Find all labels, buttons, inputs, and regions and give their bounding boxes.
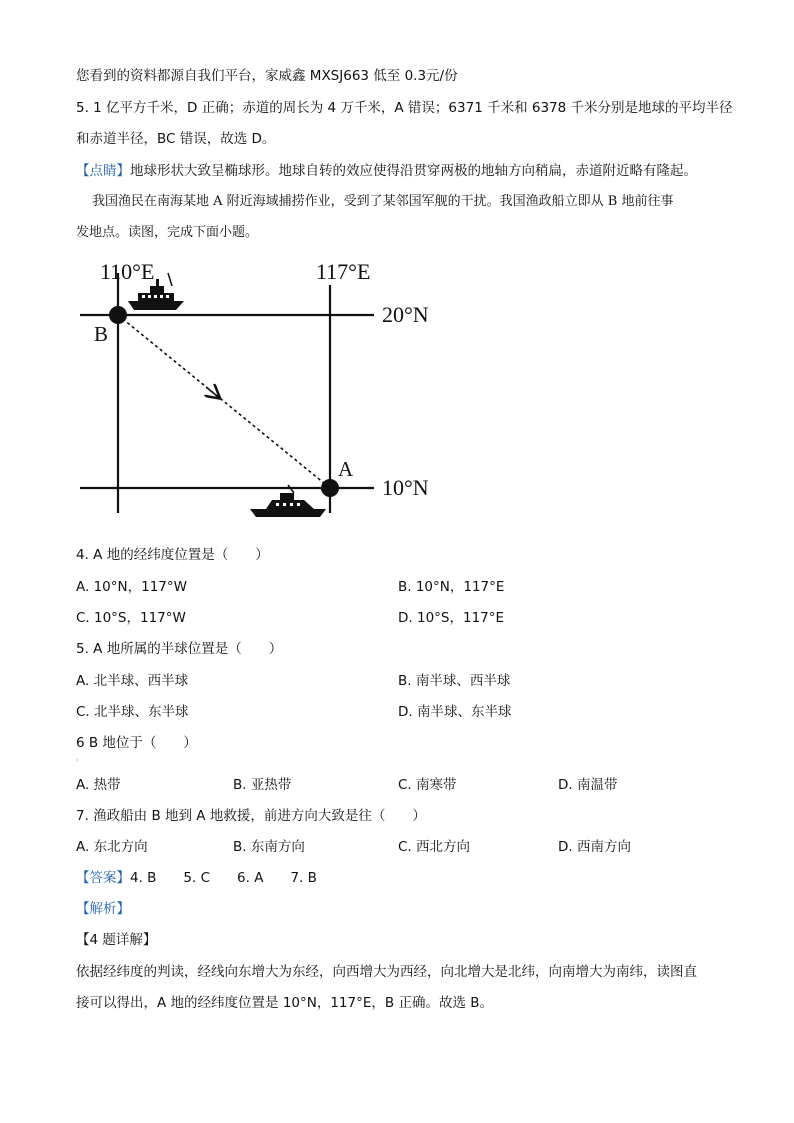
label-20n: 20°N [382,302,429,327]
label-point-a: A [338,457,354,481]
answer-row [76,869,317,887]
q5-option-b[interactable]: B. 南半球、西半球 [398,673,511,689]
answer-label: 【答案】 [76,870,130,886]
warship-icon [250,485,326,517]
prev-answer-line-1: 5. 1 亿平方千米，D 正确；赤道的周长为 4 万千米，A 错误；6371 千米和 6378 千米分别是地球的平均半径 [76,100,733,116]
lat-lon-map [76,255,456,530]
q7-option-b[interactable]: B. 东南方向 [233,839,305,855]
q6-option-a[interactable]: A. 热带 [76,777,121,793]
header-note: 您看到的资料都源自我们平台，家威鑫 MXSJ663 低至 0.3元/份 [76,68,458,84]
stray-dot: · [76,756,79,765]
prev-answer-line-2: 和赤道半径，BC 错误，故选 D。 [76,131,276,147]
tip-text: 地球形状大致呈椭球形。地球自转的效应使得沿贯穿两极的地轴方向稍扁，赤道附近略有隆起。 [130,163,697,179]
detail-line-2: 接可以得出，A 地的经纬度位置是 10°N，117°E，B 正确。故选 B。 [76,995,493,1011]
q4-stem: 4. A 地的经纬度位置是（ ） [76,547,269,563]
q6-option-c[interactable]: C. 南寒带 [398,777,457,793]
q4-option-a[interactable]: A. 10°N，117°W [76,579,187,595]
route-b-to-a [118,315,330,488]
tip-label: 【点睛】 [76,163,130,179]
label-10n: 10°N [382,475,429,500]
analysis-label: 【解析】 [76,901,130,917]
detail-label: 【4 题详解】 [76,932,157,948]
q7-option-c[interactable]: C. 西北方向 [398,839,471,855]
point-b-marker [109,306,127,324]
q7-option-d[interactable]: D. 西南方向 [558,839,631,855]
route-arrow [206,387,219,398]
label-117e: 117°E [316,259,371,284]
q5-stem: 5. A 地所属的半球位置是（ ） [76,641,283,657]
q4-option-c[interactable]: C. 10°S，117°W [76,610,186,626]
detail-line-1: 依据经纬度的判读，经线向东增大为东经，向西增大为西经，向北增大是北纬，向南增大为南纬，读图直 [76,964,697,980]
q6-option-b[interactable]: B. 亚热带 [233,777,292,793]
label-point-b: B [94,322,109,346]
tip-paragraph [76,162,697,180]
intro-line-1: 我国渔民在南海某地 A 附近海域捕捞作业，受到了某邻国军舰的干扰。我国渔政船立即从 B 地前往事 [92,194,674,209]
q6-option-d[interactable]: D. 南温带 [558,777,618,793]
point-a-marker [321,479,339,497]
intro-line-2: 发地点。读图，完成下面小题。 [76,225,259,240]
q7-option-a[interactable]: A. 东北方向 [76,839,148,855]
q7-stem: 7. 渔政船由 B 地到 A 地救援，前进方向大致是往（ ） [76,808,426,824]
q5-option-c[interactable]: C. 北半球、东半球 [76,704,189,720]
q6-stem: 6 B 地位于（ ） [76,735,197,751]
label-110e: 110°E [100,259,155,284]
q5-option-d[interactable]: D. 南半球、东半球 [398,704,512,720]
q5-option-a[interactable]: A. 北半球、西半球 [76,673,189,689]
answer-text: 4. B 5. C 6. A 7. B [130,870,317,886]
q4-option-d[interactable]: D. 10°S，117°E [398,610,505,626]
q4-option-b[interactable]: B. 10°N，117°E [398,579,505,595]
